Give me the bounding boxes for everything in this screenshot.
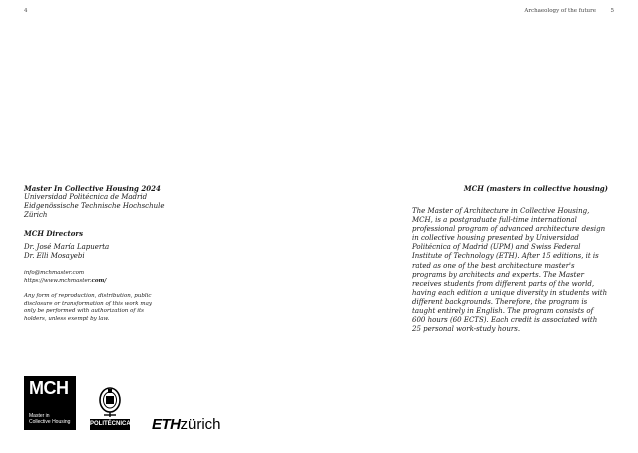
upm-logo [90, 386, 130, 430]
eth-logo-bold: ETH [152, 416, 181, 433]
colophon [24, 184, 194, 323]
mch-logo-line2: Collective Housing [29, 419, 71, 425]
website-prefix: https://www.mchmaster. [24, 277, 92, 284]
about-section [412, 184, 608, 334]
contact-email[interactable]: info@mchmaster.com [24, 270, 85, 276]
director-name: Dr. Elli Mosayebi [24, 252, 85, 260]
mch-logo-subtitle [29, 413, 70, 425]
eth-logo [152, 416, 221, 433]
colophon-heading: Master In Collective Housing 2024 [24, 184, 161, 193]
website-suffix: com/ [91, 277, 107, 284]
mch-logo-line1: Master in [29, 413, 50, 419]
eth-logo-light: zürich [180, 416, 221, 433]
institution-line: Zürich [24, 211, 48, 219]
website-link[interactable] [24, 278, 194, 286]
upm-logo-label: POLITÉCNICA [90, 419, 130, 430]
about-title: MCH (masters in collective housing) [463, 184, 608, 193]
legal-notice: Any form of reproduction, distribution, public disclosure or transformation of this work may only be performed with authorization of its holders, unless exempt by law. [24, 293, 152, 322]
institution-line: Universidad Politécnica de Madrid [24, 193, 148, 201]
upm-crest-icon [98, 386, 122, 418]
running-title: Archaeology of the future [524, 8, 596, 14]
institution-line: Eidgenössische Technische Hochschule [24, 202, 165, 210]
left-page-number: 4 [24, 8, 28, 14]
partner-logos [24, 376, 254, 433]
mch-logo-mark: MCH [29, 378, 69, 398]
right-page-number: 5 [610, 8, 614, 14]
mch-logo [24, 376, 76, 430]
about-body: The Master of Architecture in Collective Housing, MCH, is a postgraduate full-time international professional program of advanced architecture design in collective housing presented by Universidad Politécnica of Madrid (UPM) and Swiss Federal Institute of Technology (ETH). After 15 editions, it is rated as one of the best architecture master's programs by architects and experts. The Master receives students from different parts of the world, having each edition a unique diversity in students with different backgrounds. Therefore, the program is taught entirely in English. The program consists of 600 hours (60 ECTS). Each credit is associated with 25 personal work-study hours. [412, 207, 608, 334]
directors-title: MCH Directors [24, 229, 84, 238]
director-name: Dr. José María Lapuerta [24, 243, 110, 251]
